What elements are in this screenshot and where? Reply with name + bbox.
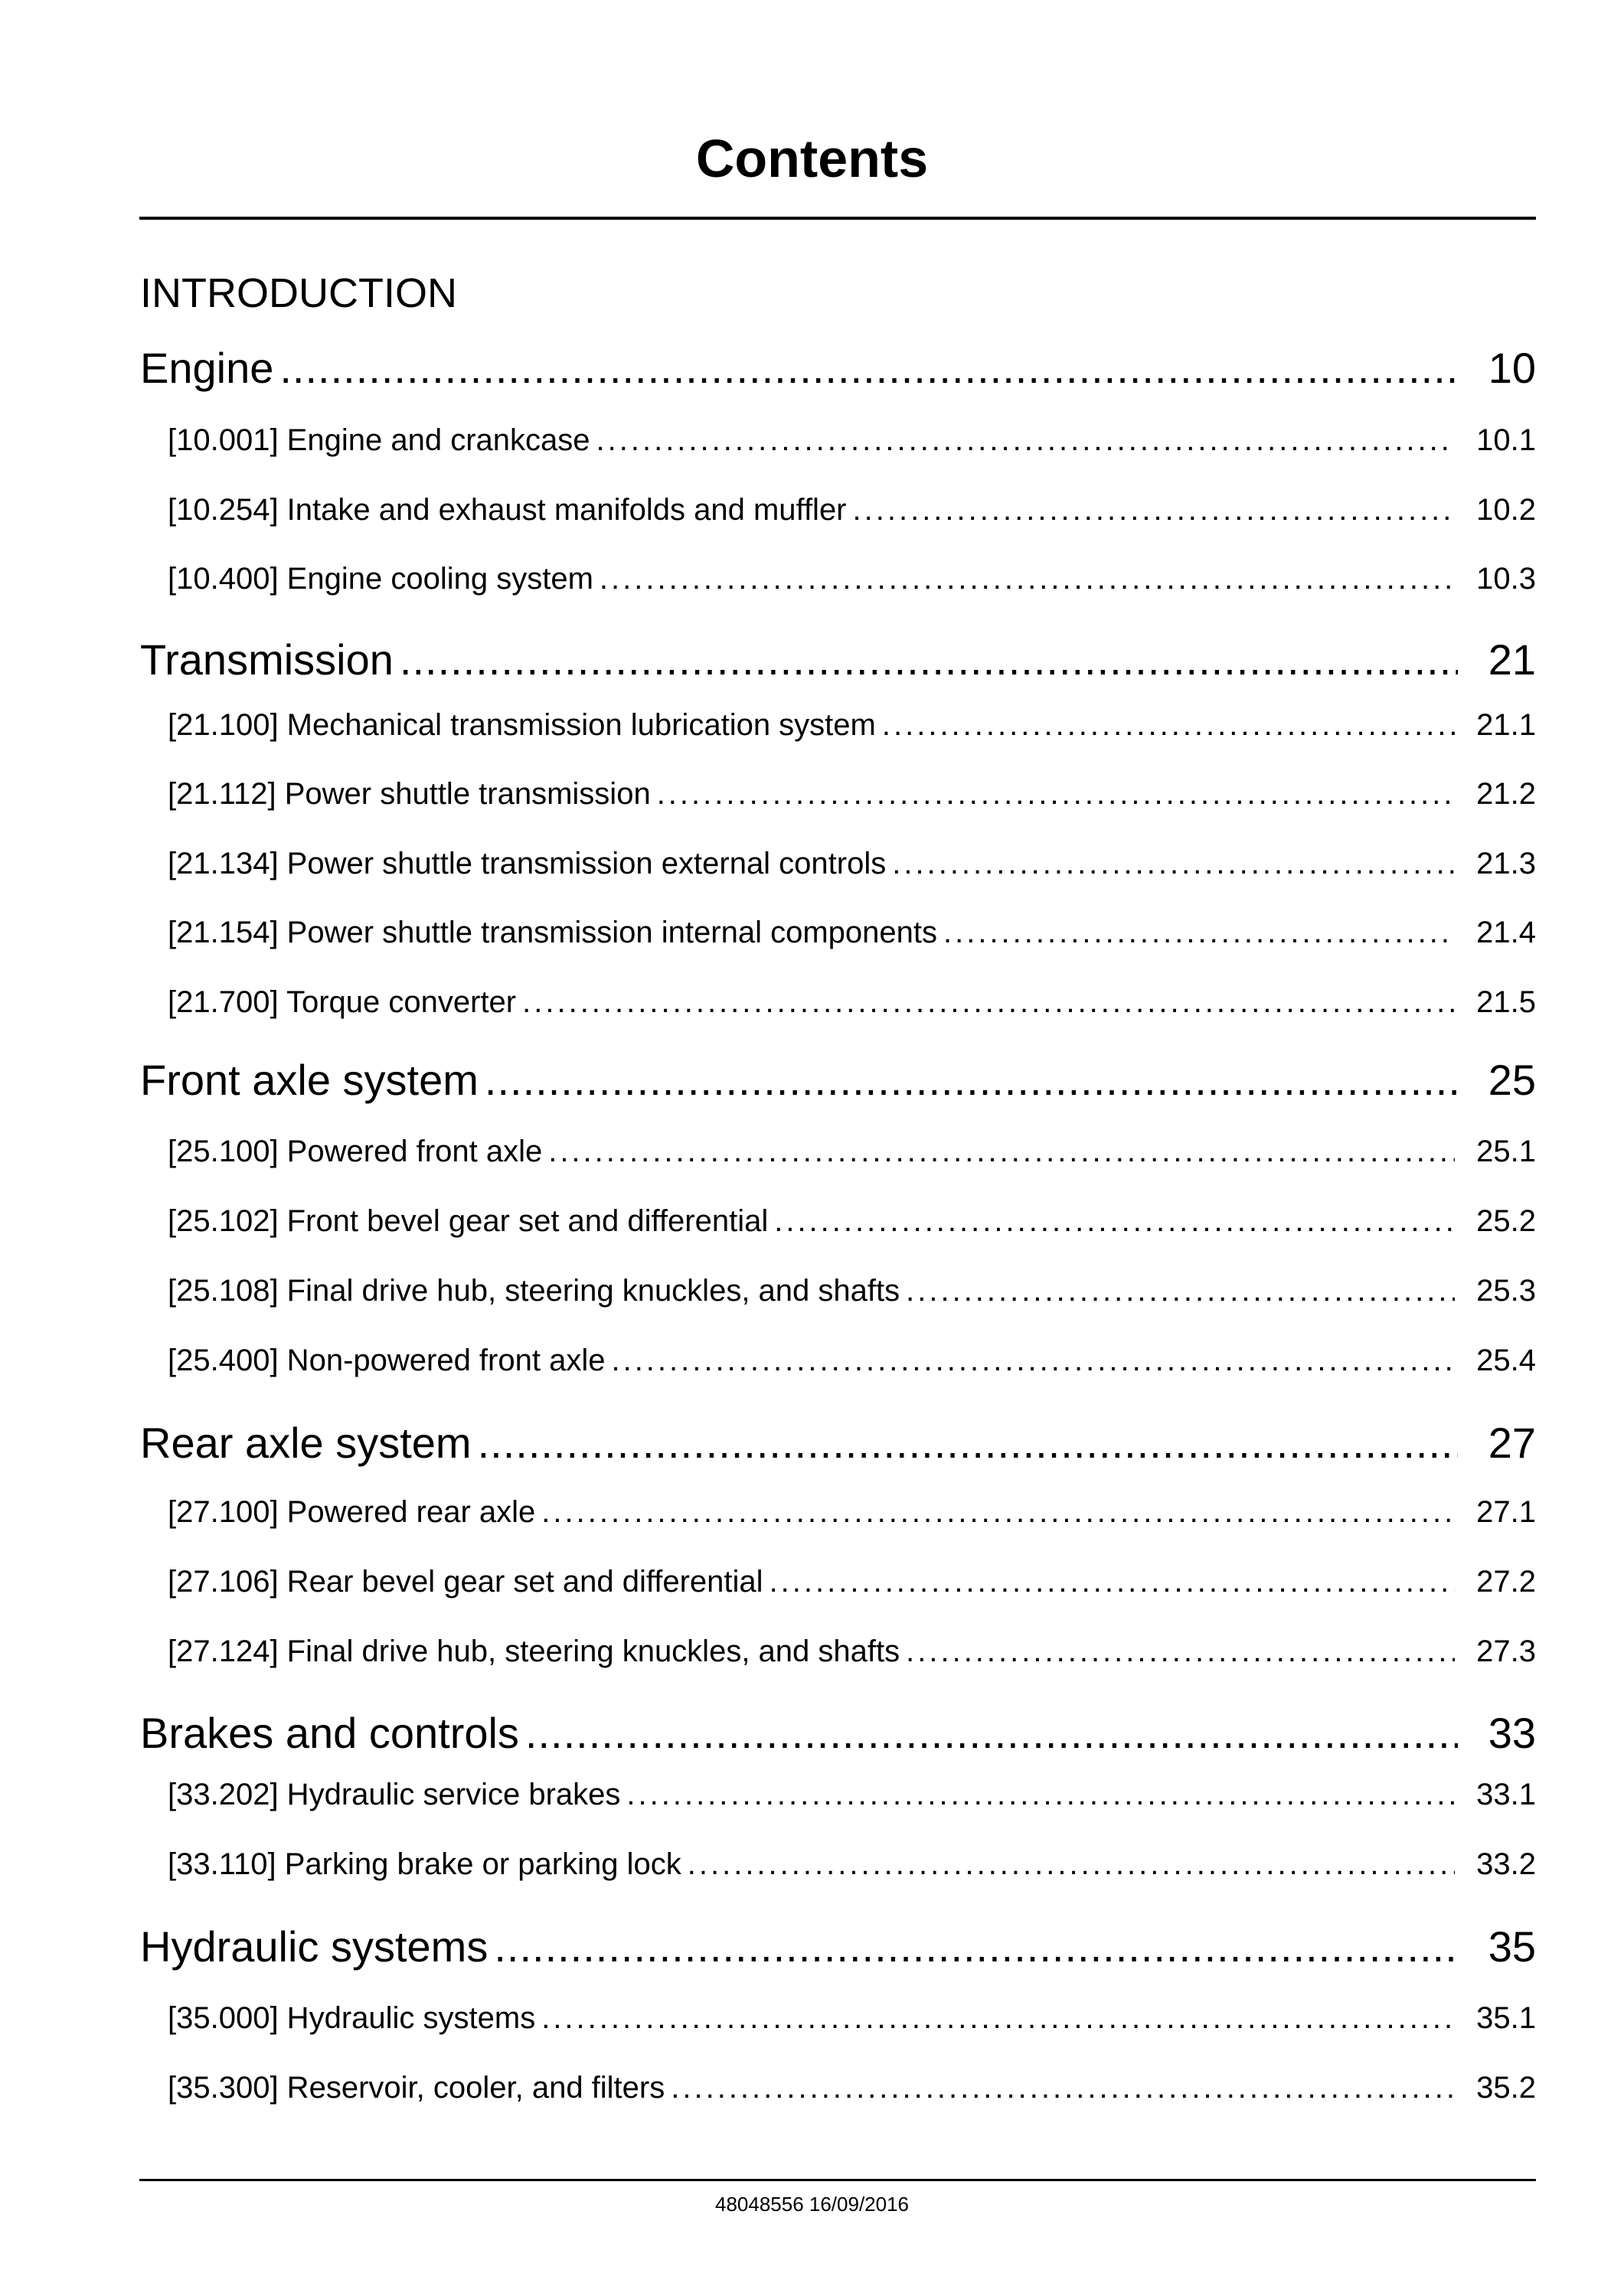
toc-leader [525, 1708, 1458, 1758]
toc-leader [400, 635, 1458, 684]
toc-section-brakes-and-controls[interactable] [140, 1708, 1536, 1762]
toc-leader [478, 1418, 1458, 1468]
toc-item-label: [10.400] Engine cooling system [168, 562, 593, 596]
toc-item-label: [21.154] Power shuttle transmission internal components [168, 916, 937, 949]
toc-section-label: Brakes and controls [140, 1709, 519, 1757]
toc-item-page: 27.2 [1476, 1565, 1536, 1599]
toc-leader [596, 423, 1455, 458]
toc-item-page: 21.1 [1476, 708, 1536, 742]
toc-section-label: Engine [140, 344, 274, 392]
toc-section-hydraulic-systems[interactable] [140, 1922, 1536, 1975]
toc-leader [494, 1922, 1457, 1971]
toc-leader [279, 343, 1457, 393]
toc-item[interactable] [168, 1635, 1536, 1676]
toc-item-label: [10.001] Engine and crankcase [168, 423, 590, 457]
toc-item[interactable] [168, 777, 1536, 818]
toc-item-page: 25.2 [1476, 1204, 1536, 1238]
toc-item-page: 21.4 [1476, 916, 1536, 949]
toc-item[interactable] [168, 1495, 1536, 1537]
toc-section-label: Transmission [140, 635, 394, 684]
toc-item[interactable] [168, 562, 1536, 603]
toc-leader [600, 562, 1455, 596]
toc-item[interactable] [168, 1204, 1536, 1246]
toc-item[interactable] [168, 1778, 1536, 1819]
toc-item-label: [33.110] Parking brake or parking lock [168, 1847, 681, 1881]
toc-item[interactable] [168, 2071, 1536, 2112]
toc-item-page: 33.2 [1476, 1847, 1536, 1881]
toc-item-page: 27.3 [1476, 1635, 1536, 1668]
toc-item[interactable] [168, 493, 1536, 534]
toc-item-label: [25.108] Final drive hub, steering knuckles, and shafts [168, 1274, 900, 1308]
toc-section-rear-axle-system[interactable] [140, 1418, 1536, 1471]
toc-section-transmission[interactable] [140, 635, 1536, 688]
toc-item-label: [10.254] Intake and exhaust manifolds and muffler [168, 493, 847, 527]
toc-item[interactable] [168, 916, 1536, 957]
toc-leader [853, 493, 1455, 527]
toc-item-page: 21.5 [1476, 985, 1536, 1019]
toc-section-page: 27 [1488, 1419, 1536, 1467]
toc-leader [541, 1495, 1455, 1530]
toc-leader [906, 1274, 1455, 1308]
toc-leader [770, 1565, 1455, 1599]
toc-leader [688, 1847, 1455, 1882]
toc-item-page: 33.1 [1476, 1778, 1536, 1811]
toc-item-page: 21.2 [1476, 777, 1536, 811]
toc-item-label: [35.300] Reservoir, cooler, and filters [168, 2071, 665, 2105]
toc-leader [943, 916, 1455, 950]
bottom-rule [139, 2179, 1536, 2181]
toc-leader [657, 777, 1455, 812]
toc-section-page: 25 [1488, 1056, 1536, 1104]
toc-item-label: [35.000] Hydraulic systems [168, 2001, 536, 2035]
toc-section-label: Rear axle system [140, 1419, 472, 1467]
toc-item[interactable] [168, 423, 1536, 465]
toc-section-label: Hydraulic systems [140, 1922, 489, 1971]
toc-item[interactable] [168, 1344, 1536, 1385]
footer-doc-id: 48048556 16/09/2016 [714, 2193, 910, 2216]
toc-item-label: [25.100] Powered front axle [168, 1135, 543, 1168]
toc-item-label: [27.106] Rear bevel gear set and differential [168, 1565, 763, 1599]
toc-item-page: 10.2 [1476, 493, 1536, 527]
toc-item-page: 35.2 [1476, 2071, 1536, 2105]
toc-leader [671, 2071, 1455, 2105]
toc-item-page: 25.4 [1476, 1344, 1536, 1377]
toc-item-label: [21.134] Power shuttle transmission external controls [168, 847, 887, 880]
toc-item[interactable] [168, 2001, 1536, 2043]
toc-leader [611, 1344, 1455, 1378]
toc-leader [548, 1135, 1455, 1169]
toc-leader [906, 1635, 1455, 1669]
toc-item-label: [27.100] Powered rear axle [168, 1495, 536, 1529]
toc-item-page: 27.1 [1476, 1495, 1536, 1529]
toc-item[interactable] [168, 1274, 1536, 1315]
toc-leader [774, 1204, 1455, 1239]
toc-item-label: [25.400] Non-powered front axle [168, 1344, 606, 1377]
toc-item[interactable] [168, 985, 1536, 1027]
toc-item-label: [25.102] Front bevel gear set and differential [168, 1204, 769, 1238]
toc-section-page: 10 [1488, 344, 1536, 392]
toc-section-label: Front axle system [140, 1056, 479, 1104]
top-rule [139, 217, 1536, 220]
toc-item-label: [21.100] Mechanical transmission lubrication system [168, 708, 876, 742]
page-title: Contents [695, 129, 929, 188]
toc-leader [522, 985, 1455, 1020]
toc-item-page: 35.1 [1476, 2001, 1536, 2035]
toc-item[interactable] [168, 1847, 1536, 1889]
toc-item-page: 25.3 [1476, 1274, 1536, 1308]
toc-section-front-axle-system[interactable] [140, 1055, 1536, 1109]
toc-leader [892, 847, 1455, 881]
toc-leader [541, 2001, 1455, 2036]
toc-section-page: 21 [1488, 635, 1536, 684]
toc-item-page: 21.3 [1476, 847, 1536, 880]
toc-item[interactable] [168, 847, 1536, 888]
toc-item[interactable] [168, 1565, 1536, 1606]
toc-section-engine[interactable] [140, 343, 1536, 397]
toc-item-page: 10.3 [1476, 562, 1536, 596]
toc-item-page: 25.1 [1476, 1135, 1536, 1168]
toc-section-page: 35 [1488, 1922, 1536, 1971]
toc-item-label: [33.202] Hydraulic service brakes [168, 1778, 621, 1811]
toc-leader [626, 1778, 1455, 1812]
toc-item-label: [27.124] Final drive hub, steering knuckles, and shafts [168, 1635, 900, 1668]
toc-leader [882, 708, 1455, 743]
toc-item-label: [21.700] Torque converter [168, 985, 517, 1019]
toc-item-page: 10.1 [1476, 423, 1536, 457]
toc-item-label: [21.112] Power shuttle transmission [168, 777, 651, 811]
toc-item[interactable] [168, 1135, 1536, 1176]
toc-item[interactable] [168, 708, 1536, 750]
toc-section-page: 33 [1488, 1709, 1536, 1757]
introduction-heading: INTRODUCTION [140, 270, 457, 316]
toc-leader [485, 1055, 1458, 1105]
